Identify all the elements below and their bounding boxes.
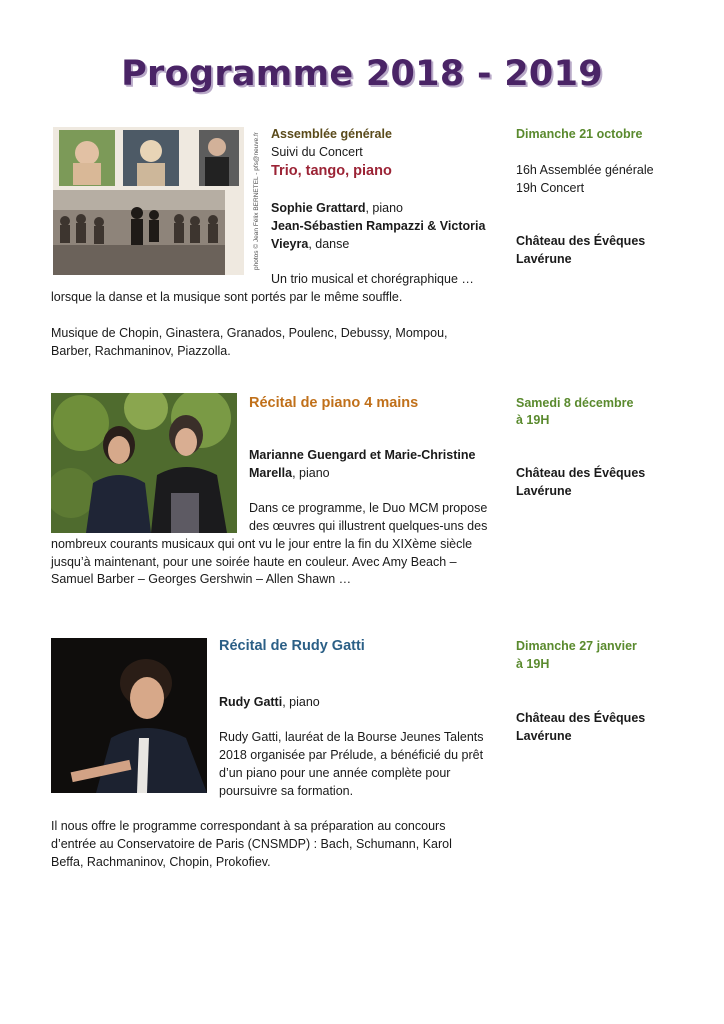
- event1-photo-collage: [53, 127, 244, 275]
- event1-title: Trio, tango, piano: [271, 163, 392, 179]
- performer-name: Sophie Grattard: [271, 201, 366, 215]
- event1-heading-small: Assemblée générale: [271, 127, 392, 141]
- event3-photo-pianist: [51, 638, 207, 793]
- event2-date-line1: Samedi 8 décembre: [516, 396, 634, 410]
- event1-program-line1: Musique de Chopin, Ginastera, Granados, Poulenc, Debussy, Mompou,: [51, 326, 448, 340]
- event2-photo-duo: [51, 393, 237, 533]
- page-title: Programme 2018 - 2019: [121, 54, 603, 94]
- event1-date: Dimanche 21 octobre: [516, 127, 643, 141]
- event3-program-line3: Beffa, Rachmaninov, Chopin, Prokofiev.: [51, 855, 271, 869]
- event3-desc-line2: 2018 organisée par Prélude, a bénéficié du prêt: [219, 748, 484, 762]
- event3-date-line1: Dimanche 27 janvier: [516, 639, 637, 653]
- event2-performer-line2: [249, 465, 330, 483]
- performer-name: Vieyra: [271, 237, 309, 251]
- performer-name: Rudy Gatti: [219, 695, 283, 709]
- performer-name: Marella: [249, 466, 293, 480]
- event1-schedule-line2: 19h Concert: [516, 181, 585, 195]
- event3-title: Récital de Rudy Gatti: [219, 638, 365, 654]
- event1-venue-line2: Lavérune: [516, 252, 572, 266]
- event1-schedule-line1: 16h Assemblée générale: [516, 163, 654, 177]
- event2-desc-line3: nombreux courants musicaux qui ont vu le jour entre la fin du XIXème siècle: [51, 537, 473, 551]
- event3-venue-line2: Lavérune: [516, 729, 572, 743]
- event2-venue-line1: Château des Évêques: [516, 466, 646, 480]
- event2-desc-line5: Samuel Barber – Georges Gershwin – Allen Shawn …: [51, 572, 352, 586]
- event3-desc-line4: poursuivre sa formation.: [219, 784, 354, 798]
- photo-credit: photos © Jean Félix BERNETEL - pfs@neuve.fr: [253, 132, 260, 270]
- event3-desc-line1: Rudy Gatti, lauréat de la Bourse Jeunes Talents: [219, 730, 484, 744]
- event3-program-line1: Il nous offre le programme correspondant à sa préparation au concours: [51, 819, 446, 833]
- event1-heading-sub: Suivi du Concert: [271, 145, 363, 159]
- performer-role: , danse: [308, 237, 350, 251]
- event3-desc-line3: d’un piano pour une année complète pour: [219, 766, 451, 780]
- event1-desc-line1: Un trio musical et chorégraphique …: [271, 272, 474, 286]
- event1-performer1: [271, 200, 403, 218]
- event2-performer-line1: Marianne Guengard et Marie-Christine: [249, 448, 476, 462]
- performer-role: , piano: [365, 201, 403, 215]
- event3-date-line2: à 19H: [516, 657, 550, 671]
- event1-desc-line2: lorsque la danse et la musique sont portés par le même souffle.: [51, 290, 403, 304]
- performer-role: , piano: [292, 466, 330, 480]
- event2-desc-line1: Dans ce programme, le Duo MCM propose: [249, 501, 488, 515]
- event1-venue-line1: Château des Évêques: [516, 234, 646, 248]
- event3-program-line2: d’entrée au Conservatoire de Paris (CNSMDP) : Bach, Schumann, Karol: [51, 837, 452, 851]
- event3-venue-line1: Château des Évêques: [516, 711, 646, 725]
- performer-role: , piano: [282, 695, 320, 709]
- event1-performer2-line1: Jean-Sébastien Rampazzi & Victoria: [271, 219, 486, 233]
- event1-program-line2: Barber, Rachmaninov, Piazzolla.: [51, 344, 231, 358]
- event2-desc-line4: jusqu’à maintenant, pour une soirée haute en couleur. Avec Amy Beach –: [51, 555, 457, 569]
- event3-performer: [219, 694, 320, 712]
- event2-date-line2: à 19H: [516, 413, 550, 427]
- event2-desc-line2: des œuvres qui illustrent quelques-uns des: [249, 519, 488, 533]
- event2-title: Récital de piano 4 mains: [249, 395, 419, 411]
- event2-venue-line2: Lavérune: [516, 484, 572, 498]
- event1-performer2-line2: [271, 236, 349, 254]
